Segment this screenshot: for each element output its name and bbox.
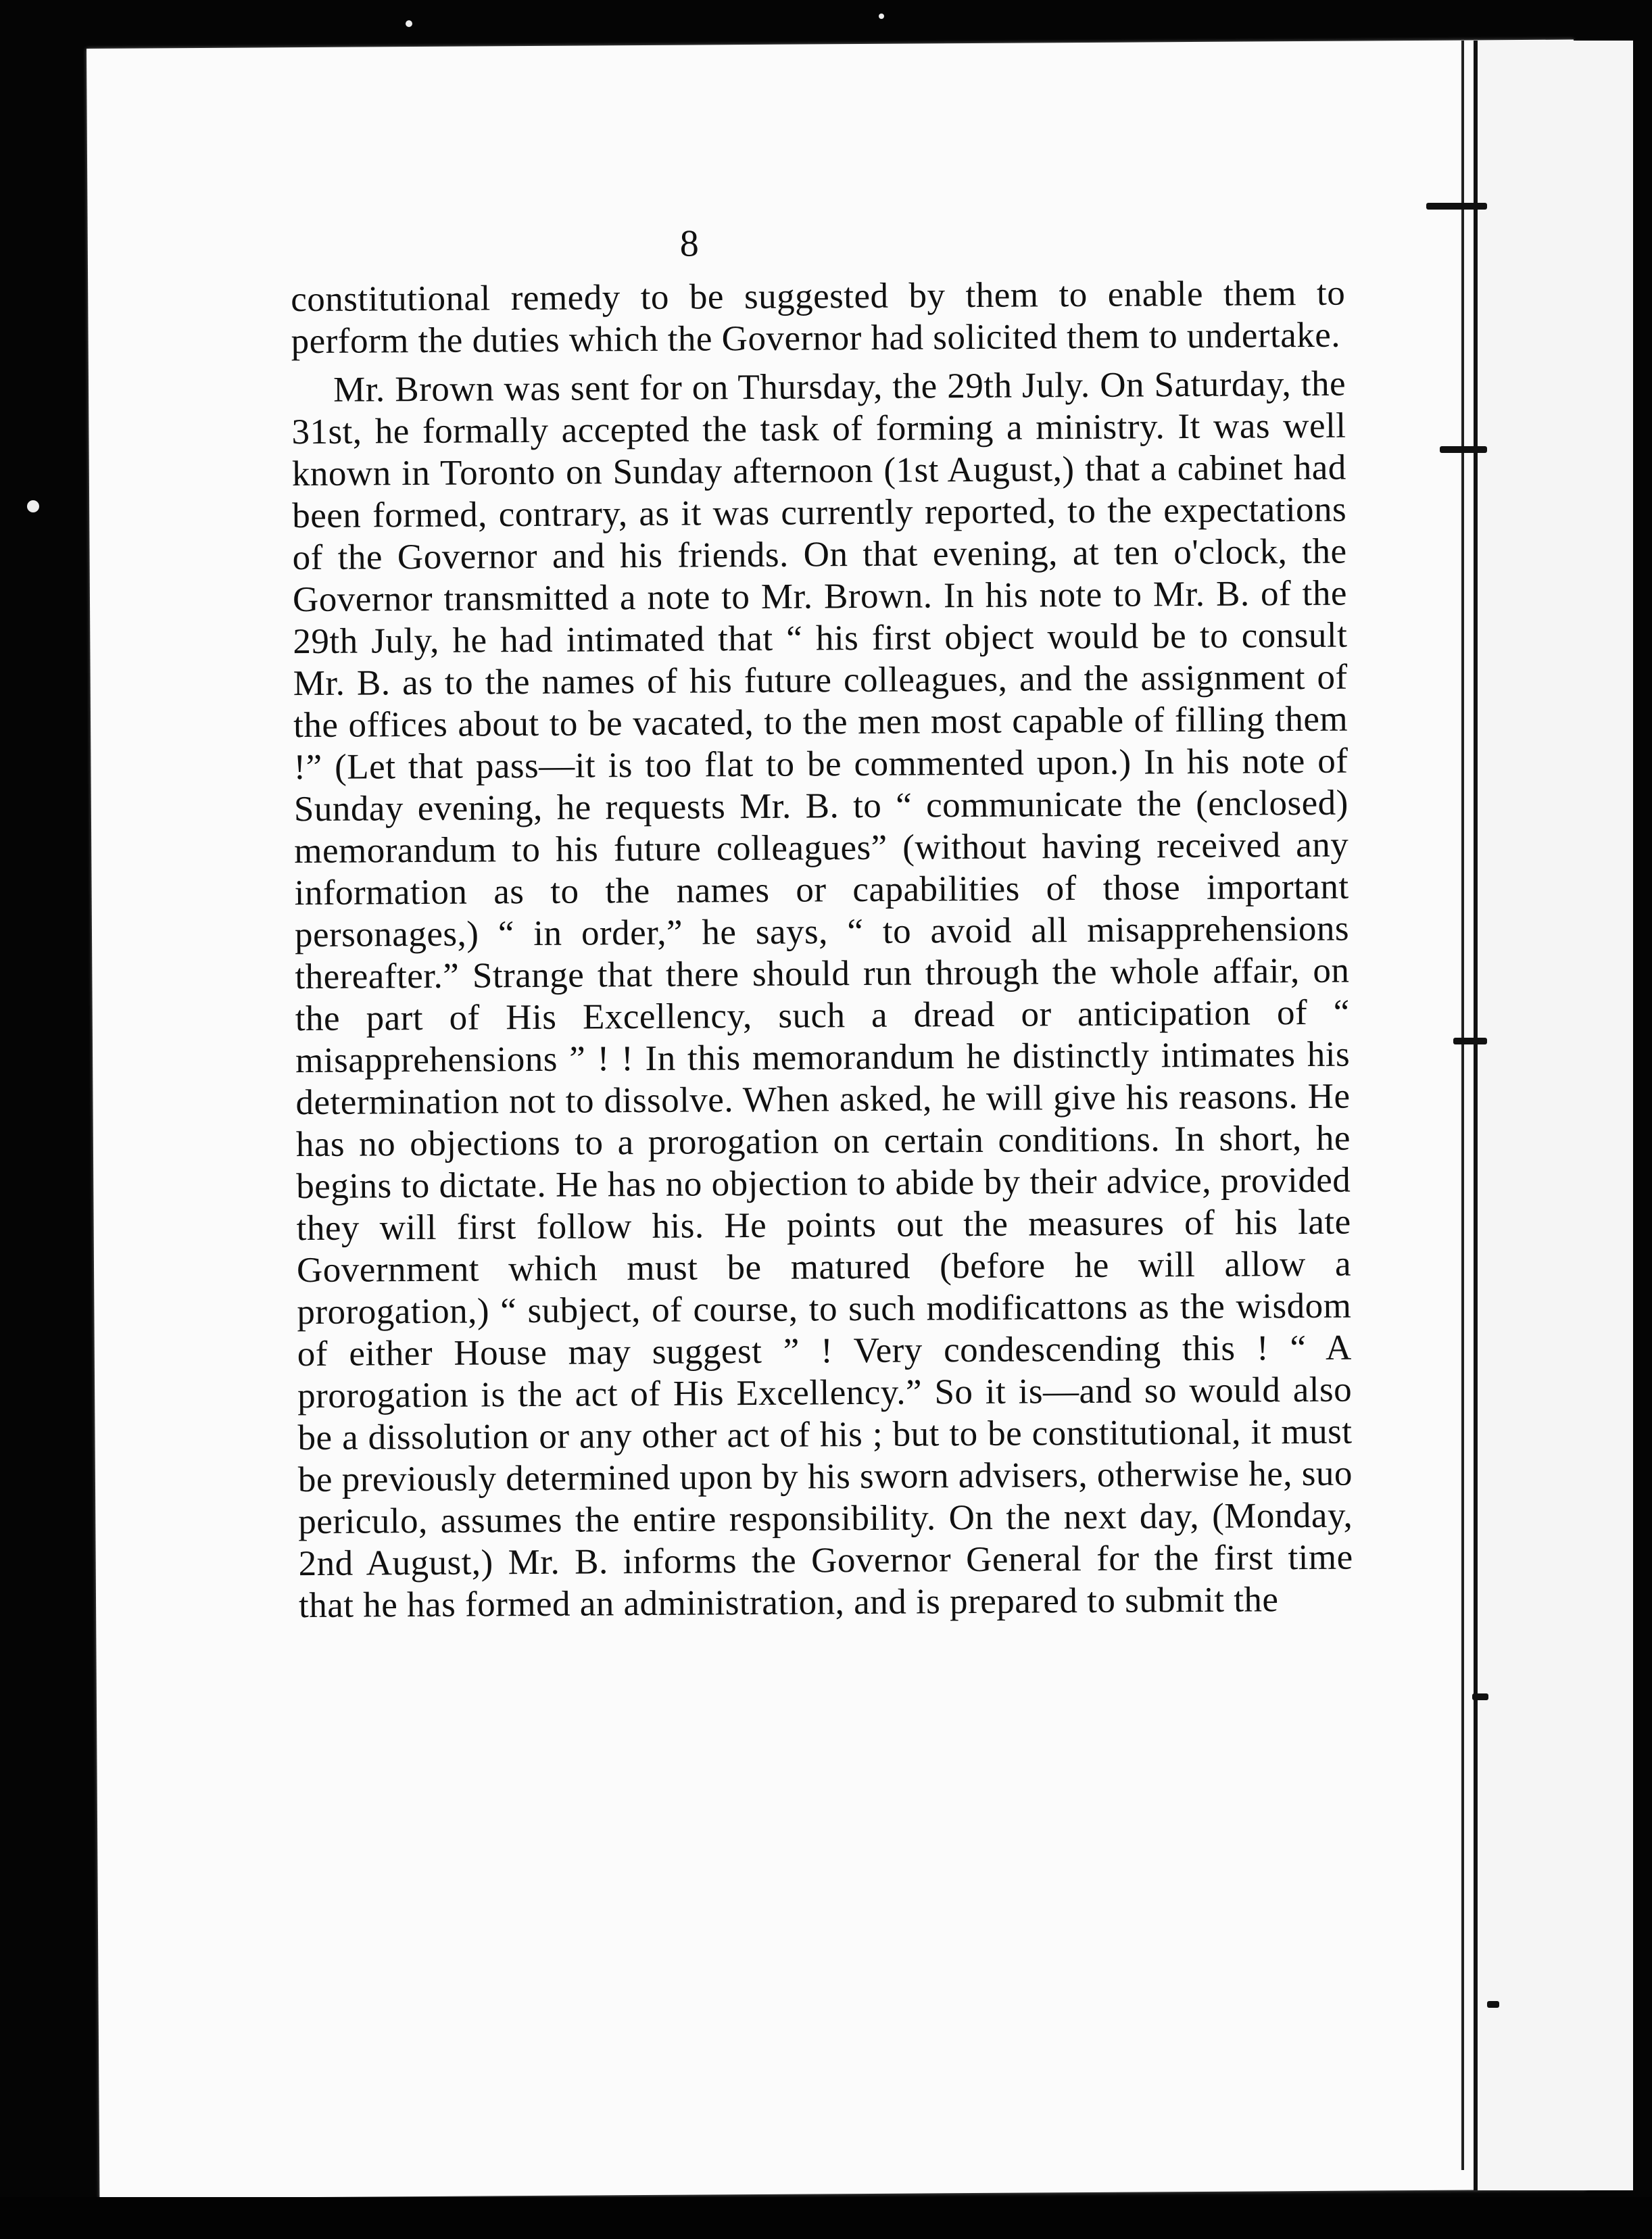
scan-mark: [1487, 2001, 1499, 2008]
scan-mark: [1440, 446, 1487, 453]
scan-border-bottom: [0, 2197, 1652, 2239]
book-page: [87, 40, 1586, 2198]
page-number: 8: [679, 222, 699, 265]
scan-mark: [1472, 1693, 1488, 1700]
body-text: [291, 272, 1353, 1633]
scan-mark: [1426, 203, 1487, 210]
paragraph-continued: constitutional remedy to be suggested by them to enable them to perform the duties which the Governor had solicited them to undertake.: [291, 273, 1346, 362]
adjacent-page-edge: [1474, 41, 1633, 2190]
paragraph-main: Mr. Brown was sent for on Thursday, the 29th July. On Saturday, the 31st, he formally accepted the task of forming a ministry. It was well known in Toronto on Sunday afternoon (1st August,) that a cabinet had been formed, contrary, as it was currently reported, to the expectations of the Governor and his friends. On that evening, at ten o'clock, the Governor transmitted a note to Mr. Brown. In his note to Mr. B. of the 29th July, he had intimated that “ his first object would be to consult Mr. B. as to the names of his future colleagues, and the assignment of the offices about to be vacated, to the men most capable of filling them !” (Let that pass—it is too flat to be commented upon.) In his note of Sunday evening, he requests Mr. B. to “ communicate the (enclosed) memorandum to his future colleagues” (without having received any information as to the names or capabilities of those important personages,) “ in order,” he says, “ to avoid all misapprehensions thereafter.” Strange that there should run through the whole affair, on the part of His Excellency, such a dread or anticipation of “ misapprehensions ” ! ! In this memorandum he distinctly intimates his determination not to dissolve. When asked, he will give his reasons. He has no objections to a prorogation on certain conditions. In short, he begins to dictate. He has no objection to abide by their advice, provided they will first follow his. He points out the measures of his late Government which must be matured (before he will allow a prorogation,) “ subject, of course, to such modificattons as the wisdom of either House may suggest ” ! Very condescending this ! “ A prorogation is the act of His Excellency.” So it is—and so would also be a dissolution or any other act of his ; but to be constitutional, it must be previously determined upon by his sworn advisers, otherwise he, suo periculo, assumes the entire responsibility. On the next day, (Monday, 2nd August,) Mr. B. informs the Governor General for the first time that he has formed an administration, and is prepared to submit the: [291, 364, 1353, 1626]
scan-speck: [27, 500, 39, 512]
scan-mark: [1453, 1038, 1487, 1044]
page-spine: [1461, 41, 1464, 2170]
scan-speck: [879, 14, 884, 19]
scan-speck: [406, 20, 412, 27]
